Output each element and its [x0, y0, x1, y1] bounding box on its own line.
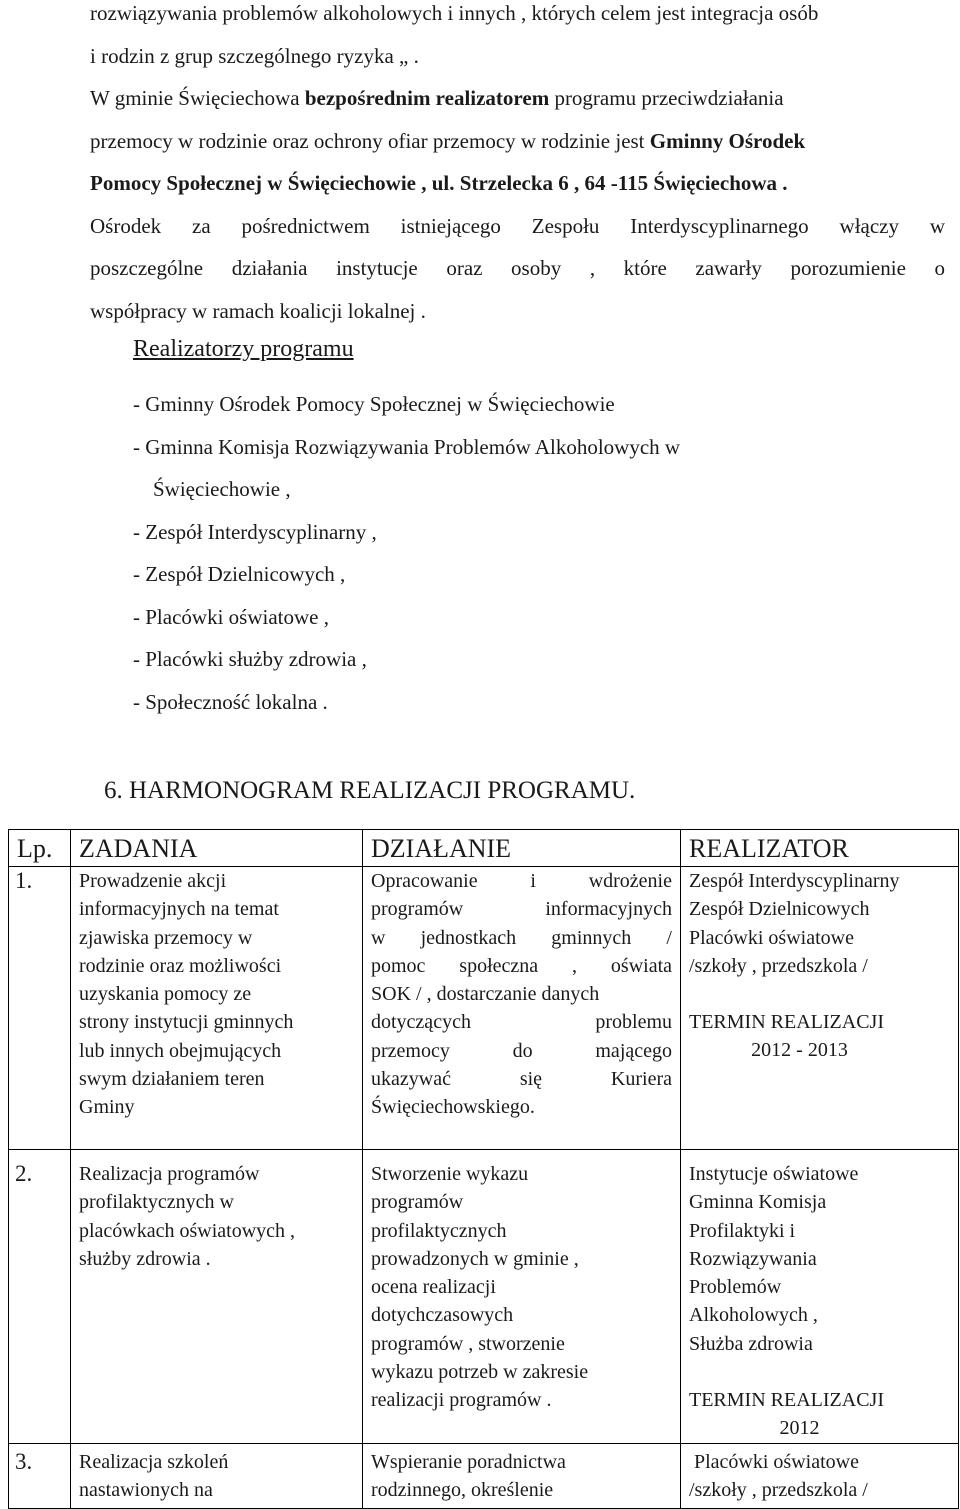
cell-line: informacyjnych na temat: [79, 898, 279, 921]
cell-line: Zespół Interdyscyplinarny: [689, 870, 900, 892]
cell-line: Realizacja szkoleń: [79, 1450, 229, 1473]
cell-line: Instytucje oświatowe: [689, 1163, 859, 1185]
intro-line: rozwiązywania problemów alkoholowych i innych , których celem jest integracja osób: [90, 1, 819, 25]
cell-line: Placówki oświatowe: [689, 1450, 859, 1473]
intro-paragraph: [90, 0, 945, 332]
cell-line: ukazywać się Kuriera: [371, 1068, 672, 1091]
termin-label: TERMIN REALIZACJI: [689, 1011, 884, 1034]
cell-line: Rozwiązywania: [689, 1247, 817, 1270]
dzialanie-cell: [363, 867, 681, 1150]
cell-line: /szkoły , przedszkola /: [689, 1478, 868, 1501]
bold-text: bezpośrednim realizatorem: [304, 86, 550, 110]
cell-line: służby zdrowia .: [79, 1247, 211, 1270]
text-span: programu przeciwdziałania: [549, 86, 784, 110]
cell-line: Problemów: [689, 1276, 782, 1299]
table-row: [9, 867, 959, 1150]
realizatorzy-list: [133, 383, 680, 723]
cell-line: dotychczasowych: [371, 1304, 514, 1327]
list-item: - Placówki oświatowe ,: [133, 604, 329, 629]
cell-line: swym działaniem teren: [79, 1068, 265, 1091]
list-item: - Zespół Interdyscyplinarny ,: [133, 519, 377, 544]
intro-line: [90, 120, 945, 163]
dzialanie-cell: [363, 1443, 681, 1508]
intro-line: [90, 162, 945, 205]
zadania-cell: [71, 1150, 363, 1444]
cell-line: programów: [371, 1191, 464, 1214]
cell-line: placówkach oświatowych ,: [79, 1219, 296, 1242]
list-item: - Placówki służby zdrowia ,: [133, 647, 367, 671]
header-zadania: ZADANIA: [71, 830, 363, 867]
cell-line: Placówki oświatowe: [689, 926, 854, 949]
cell-line: Realizacja programów: [79, 1163, 260, 1185]
cell-line: Święciechowskiego.: [371, 1096, 535, 1119]
table-header-row: [9, 830, 959, 867]
bold-text: Gminny Ośrodek: [649, 128, 806, 153]
table-row: [9, 1150, 959, 1444]
intro-line: poszczególne działania instytucje oraz osoby , które zawarły porozumienie o: [90, 256, 945, 280]
text-span: W gminie Święciechowa: [90, 86, 305, 110]
realizator-cell: [681, 867, 959, 1150]
dzialanie-cell: [363, 1150, 681, 1444]
termin-label: TERMIN REALIZACJI: [689, 1389, 884, 1412]
cell-line: rodzinie oraz możliwości: [79, 954, 282, 977]
intro-line: [90, 77, 945, 120]
cell-line: Służba zdrowia: [689, 1332, 813, 1355]
cell-line: zjawiska przemocy w: [79, 926, 253, 949]
harmonogram-table: [8, 829, 959, 1509]
cell-line: uzyskania pomocy ze: [79, 983, 252, 1006]
realizatorzy-heading: Realizatorzy programu: [133, 336, 354, 362]
cell-line: /szkoły , przedszkola /: [689, 954, 868, 977]
cell-line: programów , stworzenie: [371, 1332, 565, 1355]
header-realizator: REALIZATOR: [681, 830, 959, 867]
cell-line: programów informacyjnych: [371, 898, 672, 921]
intro-line: współpracy w ramach koalicji lokalnej .: [90, 298, 426, 323]
cell-line: Alkoholowych ,: [689, 1304, 818, 1327]
cell-line: dotyczących problemu: [371, 1011, 672, 1034]
cell-line: rodzinnego, określenie: [371, 1478, 554, 1501]
row-number: 1.: [9, 867, 71, 1150]
list-item: - Gminna Komisja Rozwiązywania Problemów Alkoholowych w: [133, 434, 681, 459]
bold-text: Pomocy Społecznej w Święciechowie , ul. Strzelecka 6 , 64 -115 Święciechowa .: [90, 171, 788, 195]
cell-line: Stworzenie wykazu: [371, 1163, 529, 1185]
cell-line: wykazu potrzeb w zakresie: [371, 1361, 589, 1384]
list-item: - Społeczność lokalna .: [133, 689, 328, 714]
cell-line: lub innych obejmujących: [79, 1039, 282, 1062]
text-span: przemocy w rodzinie oraz ochrony ofiar przemocy w rodzinie jest: [90, 128, 650, 153]
cell-line: pomoc społeczna , oświata: [371, 954, 672, 977]
zadania-cell: [71, 1443, 363, 1508]
list-item: - Gminny Ośrodek Pomocy Społecznej w Święciechowie: [133, 392, 615, 416]
header-lp: Lp.: [9, 830, 71, 867]
row-number: 2.: [9, 1150, 71, 1444]
header-dzialanie: DZIAŁANIE: [363, 830, 681, 867]
cell-line: nastawionych na: [79, 1478, 213, 1501]
termin-value: 2012: [779, 1417, 820, 1440]
cell-line: w jednostkach gminnych /: [371, 926, 672, 949]
intro-line: i rodzin z grup szczególnego ryzyka „ .: [90, 43, 419, 68]
list-item: - Zespół Dzielnicowych ,: [133, 562, 346, 586]
cell-line: Opracowanie i wdrożenie: [371, 870, 672, 892]
cell-line: ocena realizacji: [371, 1276, 496, 1299]
list-item: Święciechowie ,: [153, 477, 291, 501]
termin-value: 2012 - 2013: [751, 1039, 848, 1062]
cell-line: profilaktycznych: [371, 1219, 507, 1242]
cell-line: Wspieranie poradnictwa: [371, 1450, 566, 1473]
cell-line: strony instytucji gminnych: [79, 1011, 294, 1034]
intro-line: Ośrodek za pośrednictwem istniejącego Zespołu Interdyscyplinarnego włączy w: [90, 213, 945, 238]
section-title: 6. HARMONOGRAM REALIZACJI PROGRAMU.: [104, 777, 636, 804]
realizator-cell: [681, 1150, 959, 1444]
cell-line: Zespół Dzielnicowych: [689, 898, 870, 921]
cell-line: Prowadzenie akcji: [79, 870, 227, 892]
cell-line: realizacji programów .: [371, 1389, 552, 1412]
table-row: [9, 1443, 959, 1508]
cell-line: Gminna Komisja: [689, 1191, 827, 1214]
cell-line: prowadzonych w gminie ,: [371, 1247, 579, 1270]
cell-line: profilaktycznych w: [79, 1191, 234, 1214]
cell-line: przemocy do mającego: [371, 1039, 672, 1062]
row-number: 3.: [9, 1443, 71, 1508]
realizator-cell: [681, 1443, 959, 1508]
cell-line: SOK / , dostarczanie danych: [371, 983, 600, 1006]
cell-line: Gminy: [79, 1096, 135, 1119]
zadania-cell: [71, 867, 363, 1150]
cell-line: Profilaktyki i: [689, 1219, 796, 1242]
